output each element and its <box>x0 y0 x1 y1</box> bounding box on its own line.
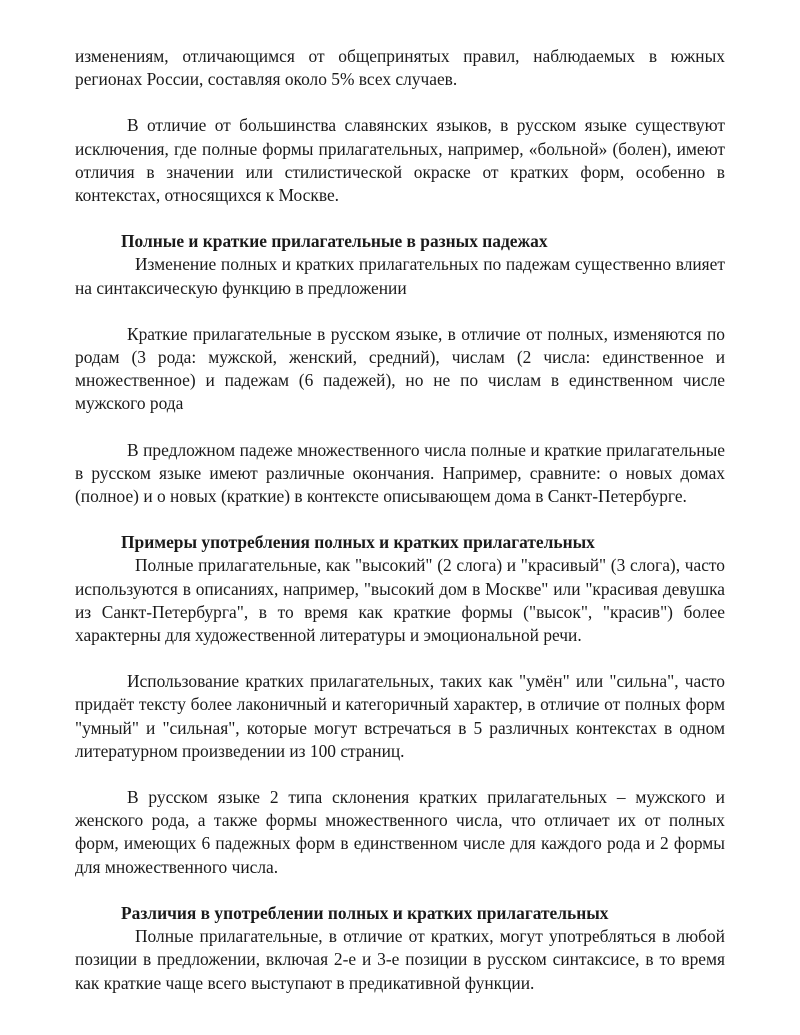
section-heading-examples: Примеры употребления полных и кратких прилагательных <box>121 532 595 553</box>
paragraph-position-differences: Полные прилагательные, в отличие от кратких, могут употребляться в любой позиции в предложении, включая 2-е и 3-е позиции в русском синтаксисе, в то время как краткие чаще всего выступают в предикативной функции. <box>75 926 725 993</box>
paragraph-short-adjectives-usage: Использование кратких прилагательных, таких как "умён" или "сильна", часто придаёт тексту более лаконичный и категоричный характер, в отличие от полных форм "умный" и "сильная", которые могут встречаться в 5 различных контекстах в одном литературном произведении из 100 страниц. <box>75 671 725 761</box>
section-heading-cases: Полные и краткие прилагательные в разных падежах <box>121 231 548 252</box>
paragraph-case-change: Изменение полных и кратких прилагательных по падежам существенно влияет на синтаксическую функцию в предложении <box>75 254 725 298</box>
paragraph-short-adjectives: Краткие прилагательные в русском языке, в отличие от полных, изменяются по родам (3 рода: мужской, женский, средний), числам (2 числа: единственное и множественное) и падежам (6 падежей), но не по числам в единственном числе мужского рода <box>75 323 725 414</box>
paragraph-full-adjectives-examples: Полные прилагательные, как "высокий" (2 слога) и "красивый" (3 слога), часто используются в описаниях, например, "высокий дом в Москве" или "красивая девушка из Санкт-Петербурга", в то время как краткие формы ("высок", "красив") более характерны для художественной литературы и эмоциональной речи. <box>75 555 725 646</box>
paragraph-continuation: изменениям, отличающимся от общепринятых правил, наблюдаемых в южных регионах России, составляя около 5% всех случаев. <box>75 46 725 90</box>
paragraph-declension-types: В русском языке 2 типа склонения кратких прилагательных – мужского и женского рода, а также формы множественного числа, что отличает их от полных форм, имеющих 6 падежных форм в единственном числе для каждого рода и 2 формы для множественного числа. <box>75 787 725 877</box>
paragraph-exceptions: В отличие от большинства славянских языков, в русском языке существуют исключения, где полные формы прилагательных, например, «больной» (болен), имеют отличия в значении или стилистической окраске от кратких форм, особенно в контекстах, относящихся к Москве. <box>75 115 725 206</box>
section-heading-differences: Различия в употреблении полных и кратких прилагательных <box>121 902 609 923</box>
paragraph-prepositional-case: В предложном падеже множественного числа полные и краткие прилагательные в русском языке имеют различные окончания. Например, сравните: о новых домах (полное) и о новых (краткие) в контексте описывающем дома в Санкт-Петербурге. <box>75 439 725 507</box>
document-page <box>75 45 725 995</box>
